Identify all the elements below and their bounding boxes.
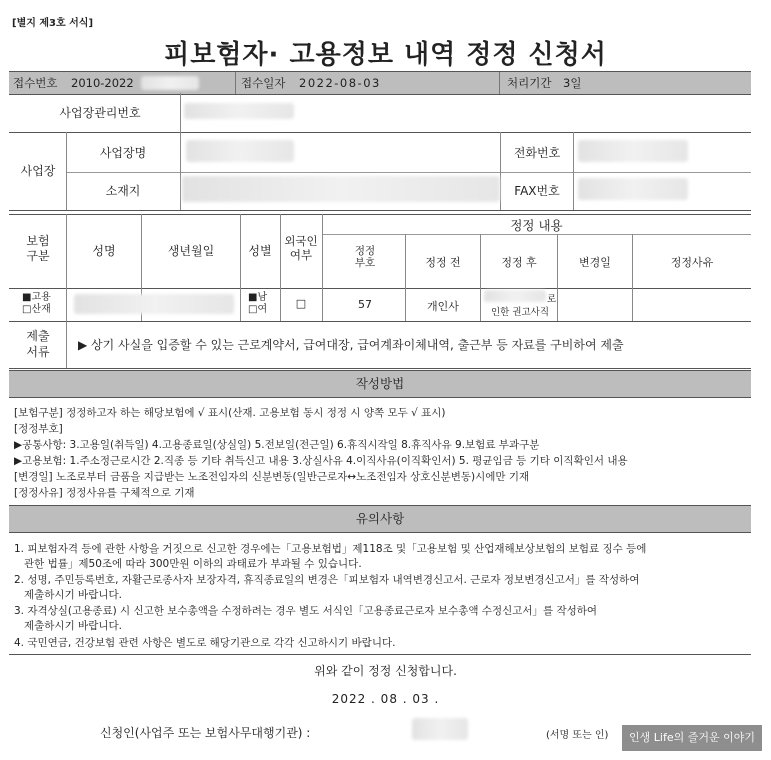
fax-label: FAX번호 bbox=[514, 184, 560, 198]
redacted-address bbox=[182, 176, 500, 202]
processing-label: 처리기간 bbox=[507, 76, 552, 90]
correction-code-value: 57 bbox=[358, 298, 372, 311]
page-title: 피보험자· 고용정보 내역 정정 신청서 bbox=[164, 40, 607, 70]
insurance-type-checkboxes bbox=[22, 292, 51, 316]
note-line: 제출하시기 바랍니다. bbox=[24, 620, 122, 632]
checkbox-accident[interactable]: □산재 bbox=[22, 304, 51, 315]
col-change-date: 변경일 bbox=[579, 256, 611, 269]
redacted-name-birth bbox=[74, 294, 234, 314]
redacted-workplace-name bbox=[186, 140, 294, 162]
col-foreigner: 외국인 여부 bbox=[284, 234, 318, 262]
note-line: 1. 피보험자격 등에 관한 사항을 거짓으로 신고한 경우에는「고용보험법」제118조 및「고용보험 및 산업재해보상보험의 보험료 징수 등에 bbox=[14, 543, 647, 555]
col-correction-code: 정정 부호 bbox=[354, 245, 376, 269]
docs-label: 제출 서류 bbox=[26, 329, 50, 359]
redacted-after-prefix bbox=[484, 290, 546, 302]
correction-group-header: 정정 내용 bbox=[510, 218, 563, 233]
workplace-section-label: 사업장 bbox=[20, 164, 56, 178]
address-label: 소재지 bbox=[105, 184, 141, 198]
checkbox-foreigner[interactable]: □ bbox=[295, 297, 307, 310]
closing-statement: 위와 같이 정정 신청합니다. bbox=[314, 664, 457, 678]
workplace-name-label: 사업장명 bbox=[99, 146, 147, 160]
receipt-no: 2010-2022 bbox=[71, 76, 134, 90]
signature-label: (서명 또는 인) bbox=[546, 730, 609, 741]
docs-text: ▶ 상기 사실을 입증할 수 있는 근로계약서, 급여대장, 급여계좌이체내역, 출근부 등 자료를 구비하여 제출 bbox=[78, 338, 624, 352]
after-value: 인한 권고사직 bbox=[490, 307, 550, 318]
method-line: [변경일] 노조로부터 금품을 지급받는 노조전임자의 신분변동(일반근로자↔노조전임자 상호신분변동)시에만 기재 bbox=[14, 471, 530, 483]
method-line: [보험구분] 정정하고자 하는 해당보험에 √ 표시(산재. 고용보험 동시 정정 시 양쪽 모두 √ 표시) bbox=[14, 407, 446, 419]
blog-watermark: 인생 Life의 즐거운 이야기 bbox=[622, 725, 762, 751]
checkbox-male[interactable]: ■남 bbox=[248, 292, 268, 303]
notes-heading: 유의사항 bbox=[9, 505, 751, 533]
redacted-receipt-no bbox=[141, 76, 199, 90]
col-name: 성명 bbox=[92, 244, 116, 258]
method-line: [정정사유] 정정사유를 구체적으로 기재 bbox=[14, 487, 195, 499]
col-after: 정정 후 bbox=[501, 256, 537, 269]
col-insurance-type: 보험 구분 bbox=[26, 234, 50, 263]
note-line: 관한 법률」제50조에 따라 300만원 이하의 과태료가 부과될 수 있습니다. bbox=[24, 558, 362, 570]
col-birth-date: 생년월일 bbox=[167, 244, 215, 258]
note-line: 2. 성명, 주민등록번호, 자활근로종사자 보장자격, 휴직종료일의 변경은「피보험자 내역변경신고서. 근로자 정보변경신고서」를 작성하여 bbox=[14, 574, 640, 586]
receipt-date: 2022-08-03 bbox=[299, 76, 381, 90]
receipt-date-label: 접수일자 bbox=[241, 76, 286, 90]
col-before: 정정 전 bbox=[425, 256, 461, 269]
redacted-applicant bbox=[412, 718, 468, 740]
checkbox-employment[interactable]: ■고용 bbox=[22, 292, 51, 303]
gender-checkboxes bbox=[248, 292, 267, 316]
application-date: 2022 . 08 . 03 . bbox=[331, 692, 440, 706]
redacted-fax bbox=[578, 178, 688, 200]
mgmt-no-label: 사업장관리번호 bbox=[59, 106, 141, 120]
method-line: [정정부호] bbox=[14, 423, 63, 435]
col-gender: 성별 bbox=[248, 244, 272, 258]
checkbox-female[interactable]: □여 bbox=[248, 304, 268, 315]
method-line: ▶공통사항: 3.고용일(취득일) 4.고용종료일(상실일) 5.전보일(전근일) 6.휴직시작일 8.휴직사유 9.보험료 부과구분 bbox=[14, 439, 540, 451]
redacted-mgmt-no bbox=[184, 103, 294, 119]
processing-period: 3일 bbox=[563, 76, 582, 90]
method-line: ▶고용보험: 1.주소정근로시간 2.직종 등 기타 취득신고 내용 3.상실사유 4.이직사유(이직확인서) 5. 평균임금 등 기타 이직확인서 내용 bbox=[14, 455, 628, 467]
col-reason: 정정사유 bbox=[670, 256, 714, 269]
note-line: 3. 자격상실(고용종료) 시 신고한 보수총액을 수정하려는 경우 별도 서식인「고용종료근로자 보수총액 수정신고서」를 작성하여 bbox=[14, 605, 598, 617]
form-number-label: [별지 제3호 서식] bbox=[12, 18, 94, 29]
receipt-header-bar bbox=[9, 71, 751, 95]
applicant-label: 신청인(사업주 또는 보험사무대행기관) : bbox=[100, 726, 311, 740]
method-heading: 작성방법 bbox=[9, 370, 751, 398]
note-line: 4. 국민연금, 건강보험 관련 사항은 별도로 해당기관으로 각각 신고하시기 바랍니다. bbox=[14, 637, 396, 649]
receipt-no-label: 접수번호 bbox=[13, 76, 58, 90]
after-suffix: 로 bbox=[547, 294, 557, 305]
redacted-phone bbox=[578, 140, 688, 162]
phone-label: 전화번호 bbox=[513, 146, 561, 160]
note-line: 제출하시기 바랍니다. bbox=[24, 589, 122, 601]
before-value: 개인사 bbox=[427, 300, 459, 313]
